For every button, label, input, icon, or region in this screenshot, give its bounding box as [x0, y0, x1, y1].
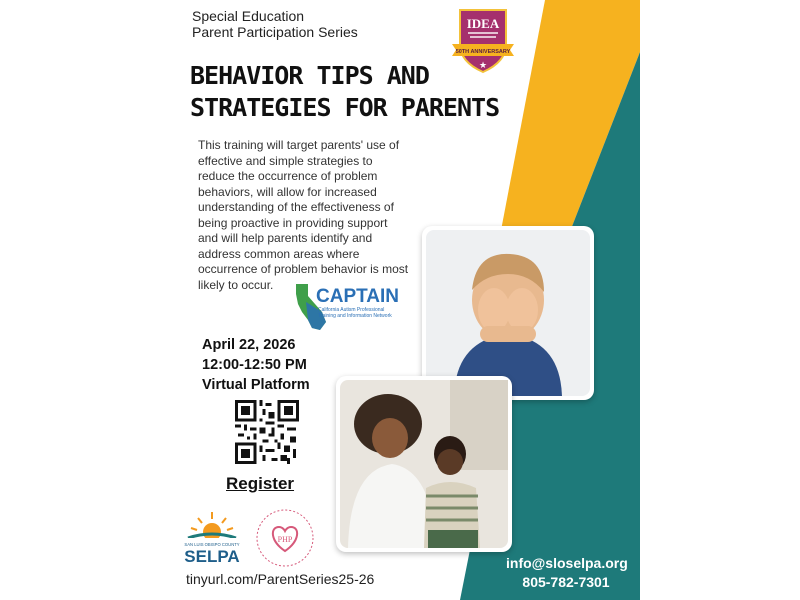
description-line: occurrence of problem behavior is most [198, 262, 409, 276]
php-logo [252, 505, 318, 571]
title-line-2: STRATEGIES FOR PARENTS [190, 93, 500, 122]
registration-url[interactable]: tinyurl.com/ParentSeries25-26 [186, 571, 375, 587]
qr-code[interactable] [235, 400, 299, 464]
idea-ribbon-text: 50TH ANNIVERSARY [455, 49, 511, 55]
photo-parent-and-child [336, 376, 512, 552]
description-line: address common areas where [198, 246, 360, 261]
event-details [202, 335, 310, 395]
title-line-1: BEHAVIOR TIPS AND [190, 61, 429, 90]
php-name: PHP [277, 535, 293, 544]
contact-phone: 805-782-7301 [522, 574, 610, 590]
description-line: likely to occur. [198, 277, 274, 292]
description-line: being proactive in providing support [198, 215, 388, 230]
captain-logo [292, 282, 412, 332]
selpa-name: SELPA [184, 547, 240, 566]
description [198, 138, 432, 293]
selpa-county: SAN LUIS OBISPO COUNTY [184, 542, 240, 547]
captain-subtitle-1: California Autism Professional [318, 307, 385, 313]
idea-logo-text: IDEA [466, 16, 500, 31]
description-line: reduce the occurrence of problem [198, 169, 378, 183]
description-line: This training will target parents' use of [198, 138, 400, 152]
series-line-1: Special Education [192, 8, 305, 24]
series-heading [192, 8, 358, 40]
description-line: behaviors, will allow for increased [198, 184, 377, 199]
contact-email[interactable]: info@sloselpa.org [506, 555, 628, 571]
photo-child-covering-face [422, 226, 594, 400]
event-time: 12:00-12:50 PM [202, 357, 307, 373]
selpa-logo [182, 510, 242, 566]
description-line: effective and simple strategies to [198, 153, 373, 168]
event-date: April 22, 2026 [202, 337, 296, 353]
captain-name: CAPTAIN [316, 286, 400, 307]
description-line: and will help parents identify and [198, 231, 373, 245]
description-line: understanding of the effectiveness of [198, 200, 394, 214]
flyer [160, 0, 640, 600]
star-icon: ★ [478, 60, 488, 70]
captain-subtitle-2: Training and Information Network [318, 313, 392, 319]
contact-info [506, 554, 626, 592]
event-location: Virtual Platform [202, 377, 310, 393]
series-line-2: Parent Participation Series [192, 24, 358, 40]
register-link[interactable]: Register [226, 474, 295, 493]
page-title [190, 60, 499, 124]
